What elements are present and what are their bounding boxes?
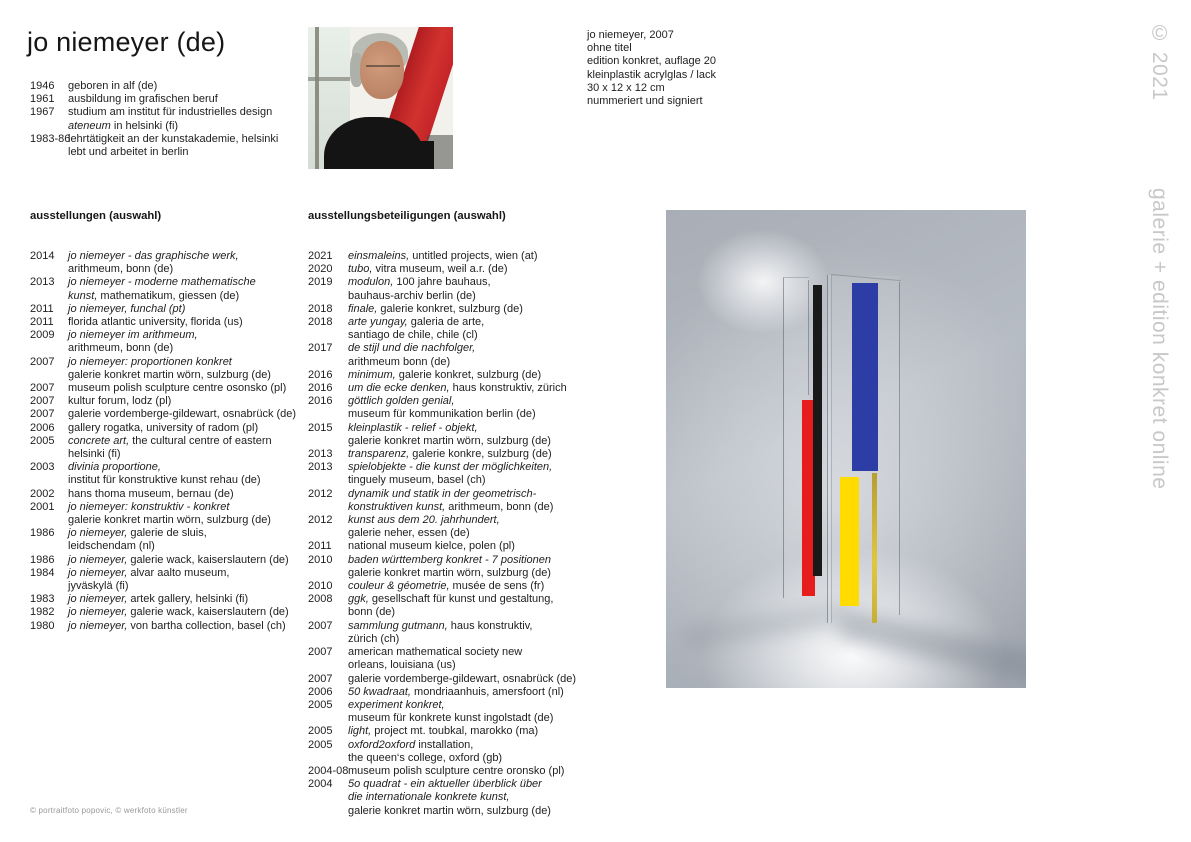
- portrait-body: [400, 141, 434, 169]
- group-exhibitions-header: ausstellungsbeteiligungen (auswahl): [308, 210, 506, 222]
- list-item: [30, 408, 308, 421]
- entry-text: galerie vordemberge-gildewart, osnabrück (de): [348, 672, 577, 685]
- list-item: [30, 303, 308, 316]
- list-item: [30, 93, 310, 106]
- entry-text: jo niemeyer: konstruktiv - konkret galerie konkret martin wörn, sulzburg (de): [68, 500, 271, 527]
- window-frame: [315, 27, 319, 169]
- list-item: [30, 329, 308, 355]
- list-item: [30, 593, 308, 606]
- list-item: [30, 382, 308, 395]
- entry-text: modulon, 100 jahre bauhaus, bauhaus-archiv berlin (de): [348, 276, 491, 302]
- entry-year: 2005: [308, 698, 333, 711]
- entry-text: um die ecke denken, haus konstruktiv, zürich: [348, 382, 567, 395]
- list-item: [30, 488, 308, 501]
- entry-year: 2017: [308, 342, 333, 355]
- list-item: [308, 276, 598, 302]
- list-item: [308, 686, 598, 699]
- bio-list: [30, 80, 310, 159]
- list-item: [308, 316, 598, 342]
- entry-year: 2012: [308, 514, 333, 527]
- list-item: [30, 276, 308, 302]
- list-item: [30, 422, 308, 435]
- portrait-glasses: [366, 65, 400, 76]
- entry-text: 50 kwadraat, mondriaanhuis, amersfoort (nl): [348, 685, 564, 698]
- entry-text: divinia proportione, institut für konstruktive kunst rehau (de): [68, 461, 261, 487]
- entry-text: baden württemberg konkret - 7 positionen galerie konkret martin wörn, sulzburg (de): [348, 553, 552, 579]
- list-item: [308, 540, 598, 553]
- entry-year: 2011: [308, 540, 332, 553]
- blue-bar: [852, 283, 878, 471]
- entry-year: 2016: [308, 368, 333, 381]
- list-item: [308, 250, 598, 263]
- entry-text: florida atlantic university, florida (us): [68, 316, 243, 329]
- entry-text: spielobjekte - die kunst der möglichkeiten, tinguely museum, basel (ch): [348, 461, 553, 487]
- entry-year: 2020: [308, 263, 333, 276]
- list-item: [308, 673, 598, 686]
- entry-text: jo niemeyer, galerie wack, kaiserslautern (de): [68, 553, 289, 566]
- entry-year: 2009: [30, 329, 55, 342]
- list-item: [308, 699, 598, 725]
- list-item: [308, 778, 598, 818]
- list-item: [30, 606, 308, 619]
- entry-text: jo niemeyer: proportionen konkret galerie konkret martin wörn, sulzburg (de): [68, 355, 271, 381]
- list-item: [30, 250, 308, 276]
- entry-text: ggk, gesellschaft für kunst und gestaltung, bonn (de): [348, 593, 554, 619]
- entry-year: 2010: [308, 553, 333, 566]
- entry-year: 2004-08: [308, 764, 349, 777]
- list-item: [30, 527, 308, 553]
- list-item: [308, 303, 598, 316]
- list-item: [308, 488, 598, 514]
- entry-year: 2013: [30, 276, 55, 289]
- entry-text: museum polish sculpture centre osonsko (pl): [68, 382, 287, 395]
- exhibitions-list: [30, 250, 308, 633]
- entry-text: transparenz, galerie konkre, sulzburg (de): [348, 448, 552, 461]
- entry-year: 2007: [308, 646, 333, 659]
- entry-year: 2001: [30, 500, 55, 513]
- list-item: [308, 739, 598, 765]
- entry-text: ausbildung im grafischen beruf: [68, 93, 218, 106]
- entry-year: 1980: [30, 619, 55, 632]
- entry-text: kultur forum, lodz (pl): [68, 395, 172, 408]
- entry-year: 2013: [308, 461, 333, 474]
- entry-year: 2016: [308, 395, 333, 408]
- entry-year: 2013: [308, 448, 333, 461]
- list-item: [30, 106, 310, 132]
- list-item: [308, 369, 598, 382]
- entry-year: 2008: [308, 593, 333, 606]
- entry-year: 1984: [30, 566, 55, 579]
- floor-shadow: [838, 608, 1026, 686]
- entry-year: 1946: [30, 80, 55, 92]
- list-item: [30, 461, 308, 487]
- entry-text: galerie vordemberge-gildewart, osnabrück (de): [68, 408, 297, 421]
- entry-text: lehrtätigkeit an der kunstakademie, helsinki lebt und arbeitet in berlin: [68, 132, 279, 159]
- entry-text: american mathematical society new orleans, louisiana (us): [348, 646, 523, 672]
- entry-year: 2018: [308, 302, 333, 315]
- entry-text: de stijl und die nachfolger, arithmeum bonn (de): [348, 342, 476, 368]
- entry-year: 2007: [30, 395, 55, 408]
- list-item: [308, 422, 598, 448]
- entry-year: 2019: [308, 276, 333, 289]
- entry-text: einsmaleins, untitled projects, wien (at): [348, 250, 538, 262]
- list-item: [308, 461, 598, 487]
- entry-year: 2011: [30, 302, 54, 315]
- entry-text: kunst aus dem 20. jahrhundert, galerie neher, essen (de): [348, 514, 500, 540]
- page-title: jo niemeyer (de): [27, 27, 226, 57]
- list-item: [308, 342, 598, 368]
- list-item: [308, 646, 598, 672]
- floor-shadow: [681, 602, 847, 650]
- footer-credit: © portraitfoto popovic, © werkfoto künstler: [30, 806, 188, 815]
- entry-text: jo niemeyer - das graphische werk, arithmeum, bonn (de): [68, 250, 239, 276]
- entry-year: 2011: [30, 316, 54, 329]
- entry-text: finale, galerie konkret, sulzburg (de): [348, 302, 523, 315]
- exhibitions-header: ausstellungen (auswahl): [30, 210, 162, 222]
- entry-year: 2002: [30, 487, 55, 500]
- gallery-side-text: galerie + edition konkret online: [1148, 188, 1172, 490]
- entry-text: museum polish sculpture centre oronsko (pl): [348, 764, 565, 777]
- list-item: [308, 554, 598, 580]
- acrylic-panel-edge: [827, 275, 832, 623]
- entry-year: 2015: [308, 421, 333, 434]
- copyright-year: © 2021: [1148, 22, 1172, 101]
- list-item: [308, 620, 598, 646]
- entry-text: minimum, galerie konkret, sulzburg (de): [348, 368, 542, 381]
- entry-text: sammlung gutmann, haus konstruktiv, zürich (ch): [348, 619, 533, 645]
- list-item: [30, 620, 308, 633]
- entry-year: 1983-86: [30, 132, 71, 145]
- list-item: [308, 725, 598, 738]
- entry-year: 1986: [30, 527, 55, 540]
- entry-year: 2006: [30, 421, 55, 434]
- entry-year: 2007: [30, 355, 55, 368]
- acrylic-panel-edge: [899, 282, 900, 615]
- entry-text: jo niemeyer, galerie wack, kaiserslautern (de): [68, 606, 289, 619]
- entry-text: experiment konkret, museum für konkrete kunst ingolstadt (de): [348, 698, 554, 725]
- entry-year: 2006: [308, 685, 333, 698]
- list-item: [308, 382, 598, 395]
- entry-text: couleur & géometrie, musée de sens (fr): [348, 580, 545, 593]
- entry-year: 2007: [308, 672, 333, 685]
- list-item: [308, 395, 598, 421]
- entry-text: dynamik und statik in der geometrisch- konstruktiven kunst, arithmeum, bonn (de): [348, 487, 554, 513]
- black-bar: [813, 285, 822, 576]
- entry-year: 1986: [30, 553, 55, 566]
- list-item: [30, 133, 310, 159]
- list-item: [30, 356, 308, 382]
- entry-text: arte yungay, galeria de arte, santiago de chile, chile (cl): [348, 316, 485, 342]
- entry-year: 2007: [308, 619, 333, 632]
- entry-year: 1967: [30, 106, 55, 119]
- portrait-photo: [308, 27, 453, 169]
- list-item: [30, 554, 308, 567]
- list-item: [30, 80, 310, 93]
- olive-edge-strip: [872, 473, 877, 623]
- entry-text: oxford2oxford installation, the queen‘s college, oxford (gb): [348, 738, 503, 764]
- entry-year: 2021: [308, 250, 333, 262]
- entry-year: 2007: [30, 382, 55, 395]
- entry-year: 2018: [308, 316, 333, 329]
- group-exhibitions-list: [308, 250, 598, 818]
- entry-text: national museum kielce, polen (pl): [348, 540, 515, 553]
- entry-text: jo niemeyer, von bartha collection, basel (ch): [68, 619, 286, 632]
- acrylic-panel-edge: [808, 280, 809, 395]
- entry-year: 2007: [30, 408, 55, 421]
- entry-text: jo niemeyer, funchal (pt): [68, 302, 186, 315]
- entry-year: 2005: [30, 434, 55, 447]
- entry-text: studium am institut für industrielles design ateneum in helsinki (fi): [68, 106, 273, 132]
- list-item: [308, 593, 598, 619]
- list-item: [308, 448, 598, 461]
- list-item: [30, 395, 308, 408]
- entry-year: 2003: [30, 461, 55, 474]
- list-item: [30, 316, 308, 329]
- entry-year: 2014: [30, 250, 55, 262]
- list-item: [308, 263, 598, 276]
- window-frame: [308, 77, 350, 81]
- list-item: [308, 514, 598, 540]
- entry-text: hans thoma museum, bernau (de): [68, 487, 234, 500]
- entry-text: jo niemeyer - moderne mathematische kunst, mathematikum, giessen (de): [68, 276, 256, 302]
- entry-text: göttlich golden genial, museum für kommunikation berlin (de): [348, 395, 536, 421]
- artwork-caption: jo niemeyer, 2007 ohne titel edition konkret, auflage 20 kleinplastik acrylglas / lack 30 x 12 x 12 cm nummeriert und signiert: [587, 29, 717, 108]
- list-item: [308, 580, 598, 593]
- entry-text: tubo, vitra museum, weil a.r. (de): [348, 263, 508, 276]
- entry-year: 1983: [30, 593, 55, 606]
- entry-text: jo niemeyer, artek gallery, helsinki (fi): [68, 593, 249, 606]
- artwork-photo: [666, 210, 1026, 688]
- list-item: [308, 765, 598, 778]
- entry-year: 1982: [30, 606, 55, 619]
- list-item: [30, 567, 308, 593]
- entry-text: 5o quadrat - ein aktueller überblick über die internationale konkrete kunst, galerie konkret martin wörn, sulzburg (de): [348, 778, 551, 817]
- entry-text: jo niemeyer im arithmeum, arithmeum, bonn (de): [68, 329, 198, 355]
- entry-year: 2005: [308, 725, 333, 738]
- entry-text: geboren in alf (de): [68, 80, 158, 92]
- entry-text: jo niemeyer, galerie de sluis, leidschendam (nl): [68, 527, 207, 553]
- entry-text: concrete art, the cultural centre of eastern helsinki (fi): [68, 434, 272, 461]
- entry-text: kleinplastik - relief - objekt, galerie konkret martin wörn, sulzburg (de): [348, 421, 551, 447]
- entry-year: 2005: [308, 738, 333, 751]
- entry-year: 2016: [308, 382, 333, 395]
- entry-year: 2004: [308, 778, 333, 791]
- entry-text: light, project mt. toubkal, marokko (ma): [348, 725, 539, 738]
- entry-year: 2010: [308, 580, 333, 593]
- entry-text: jo niemeyer, alvar aalto museum, jyväskylä (fi): [68, 566, 230, 593]
- list-item: [30, 501, 308, 527]
- entry-text: gallery rogatka, university of radom (pl): [68, 421, 259, 434]
- list-item: [30, 435, 308, 461]
- entry-year: 2012: [308, 487, 333, 500]
- yellow-bar: [840, 477, 859, 606]
- entry-year: 1961: [30, 93, 55, 106]
